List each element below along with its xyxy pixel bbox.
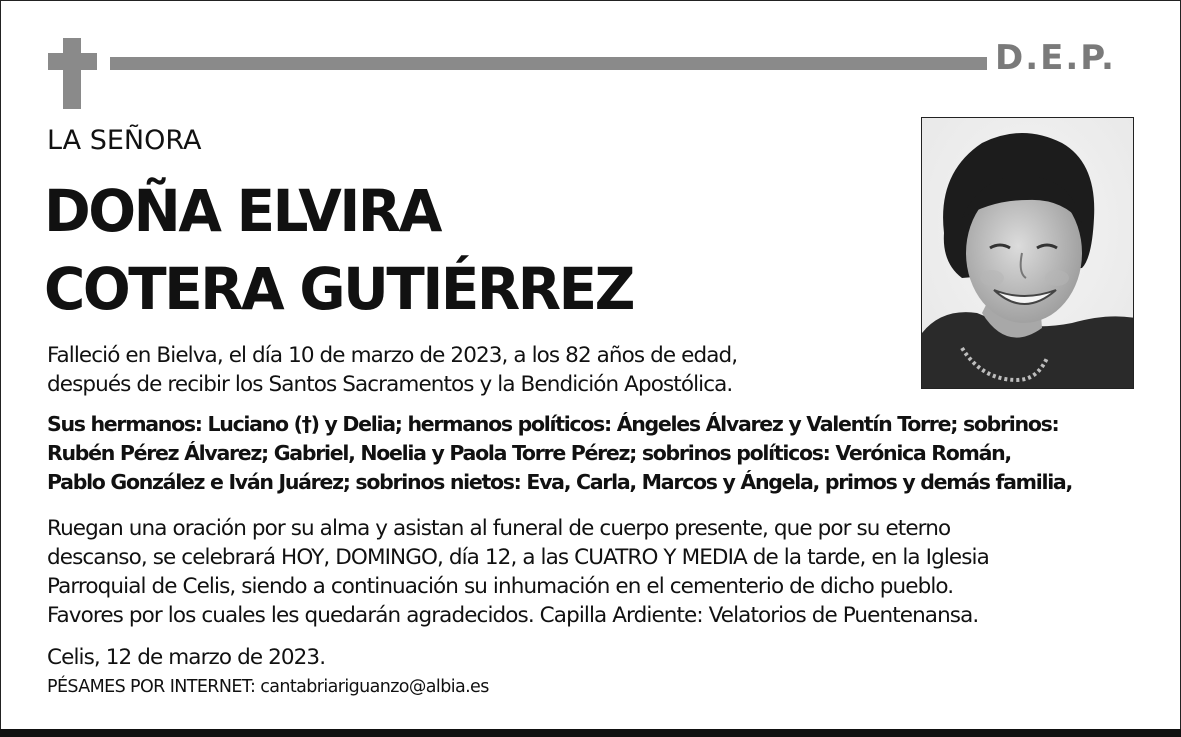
cross-icon — [63, 38, 81, 109]
funeral-line: Ruegan una oración por su alma y asistan al funeral de cuerpo presente, que por su eterno — [47, 516, 951, 541]
condolences-email[interactable]: cantabriariguanzo@albia.es — [260, 677, 489, 697]
family-line: Pablo González e Iván Juárez; sobrinos nietos: Eva, Carla, Marcos y Ángela, primos y demás familia, — [47, 470, 1072, 494]
funeral-line: Parroquial de Celis, siendo a continuación su inhumación en el cementerio de dicho pueblo. — [47, 574, 954, 599]
cross-icon-bar — [48, 53, 97, 70]
honorific: LA SEÑORA — [47, 125, 202, 156]
deceased-name — [44, 172, 633, 328]
death-notice — [47, 341, 737, 399]
condolences — [47, 675, 489, 699]
family-line: Sus hermanos: Luciano (†) y Delia; hermanos políticos: Ángeles Álvarez y Valentín Torre; sobrinos: — [47, 412, 1059, 436]
name-line-2: COTERA GUTIÉRREZ — [44, 255, 634, 323]
family-line: Rubén Pérez Álvarez; Gabriel, Noelia y Paola Torre Pérez; sobrinos políticos: Verónica Román, — [47, 441, 1011, 465]
funeral-line: Favores por los cuales les quedarán agradecidos. Capilla Ardiente: Velatorios de Puentenansa. — [47, 603, 979, 628]
portrait-photo — [921, 117, 1134, 389]
death-notice-line: después de recibir los Santos Sacramentos y la Bendición Apostólica. — [47, 372, 733, 397]
family-list — [47, 410, 1072, 497]
condolences-label: PÉSAMES POR INTERNET: — [47, 677, 256, 697]
dep-label: D.E.P. — [995, 38, 1116, 78]
death-notice-line: Falleció en Bielva, el día 10 de marzo de 2023, a los 82 años de edad, — [47, 343, 738, 368]
header-rule — [110, 57, 987, 70]
bottom-rule — [0, 729, 1181, 737]
funeral-line: descanso, se celebrará HOY, DOMINGO, día 12, a las CUATRO Y MEDIA de la tarde, en la Iglesia — [47, 545, 989, 570]
name-line-1: DOÑA ELVIRA — [44, 177, 440, 245]
place-date: Celis, 12 de marzo de 2023. — [47, 645, 326, 670]
funeral-details — [47, 514, 989, 630]
portrait-image — [922, 118, 1134, 389]
